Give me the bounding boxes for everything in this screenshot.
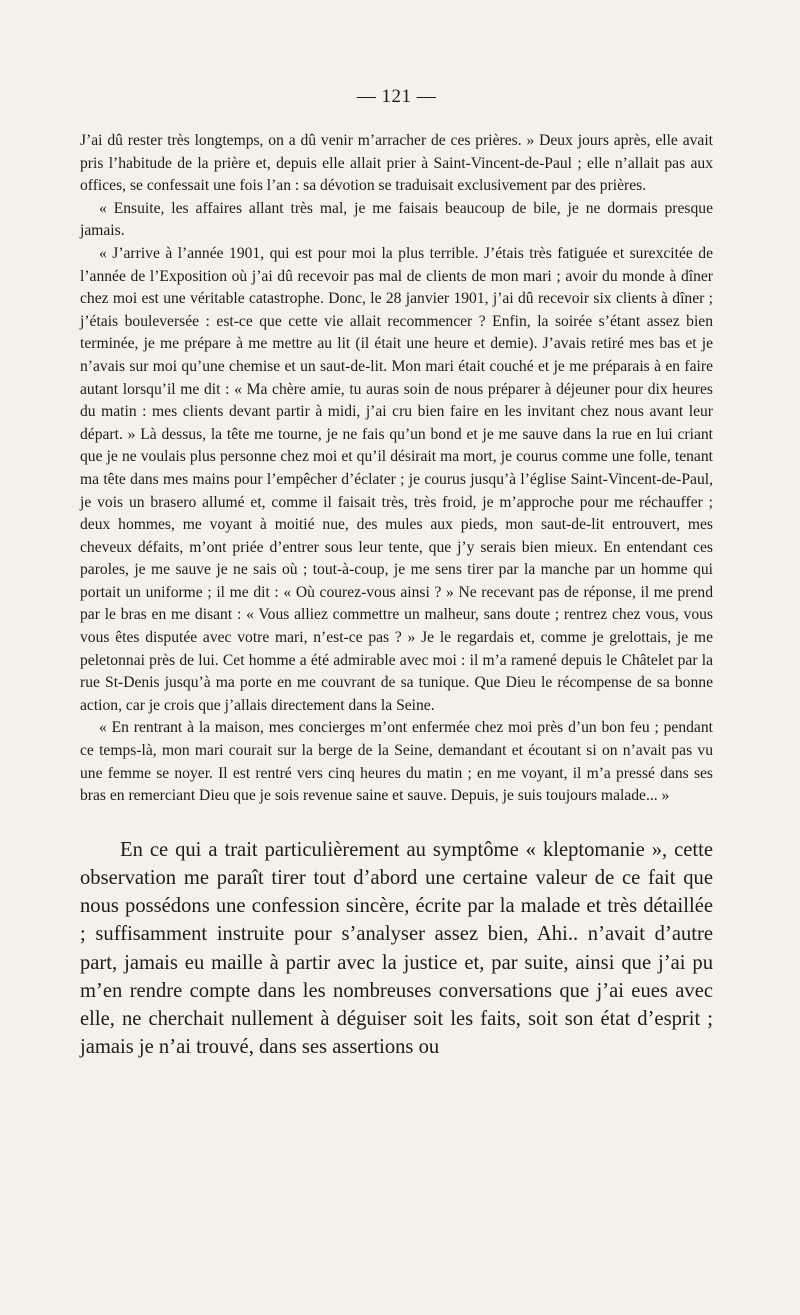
- quote-paragraph: « J’arrive à l’année 1901, qui est pour moi la plus terrible. J’étais très fatiguée et surexcitée de l’année de l’Exposition où j’ai dû recevoir pas mal de clients de mon mari ; avoir du monde à dîner chez moi est une véritable catastrophe. Donc, le 28 janvier 1901, j’ai dû recevoir six clients à dîner ; j’étais bouleversée : est-ce que cette vie allait recommencer ? Enfin, la soirée s’étant assez bien terminée, je me prépare à me mettre au lit (il était une heure et demie). J’avais retiré mes bas et je n’avais sur moi qu’une chemise et un saut-de-lit. Mon mari était couché et je me préparais à en faire autant lorsqu’il me dit : « Ma chère amie, tu auras soin de nous préparer à déjeuner pour dix heures du matin : mes clients devant partir à midi, j’ai cru bien faire en les invitant chez nous avant leur départ. » Là dessus, la tête me tourne, je ne fais qu’un bond et je me sauve dans la rue en lui criant que je ne voulais plus personne chez moi et qu’il désirait ma mort, je courus comme une folle, tenant ma tête dans mes mains pour l’empêcher d’éclater ; je courus jusqu’à l’église Saint-Vincent-de-Paul, je vois un brasero allumé et, comme il faisait très, très froid, je m’approche pour me réchauffer ; deux hommes, me voyant à moitié nue, des mules aux pieds, mon saut-de-lit entrouvert, mes cheveux défaits, m’ont priée d’entrer sous leur tente, que j’y serais bien mieux. En entendant ces paroles, je me sauve je ne sais où ; tout-à-coup, je me sens tirer par la manche par un homme qui portait un uniforme ; il me dit : « Où courez-vous ainsi ? » Ne recevant pas de réponse, il me prend par le bras en me disant : « Vous alliez commettre un malheur, sans doute ; rentrez chez vous, vous vous êtes disputée avec votre mari, n’est-ce pas ? » Je le regardais et, comme je grelottais, je me peletonnai près de lui. Cet homme a été admirable avec moi : il m’a ramené depuis le Châtelet par la rue St-Denis jusqu’à ma porte en me couvrant de sa tunique. Que Dieu le récompense de sa bonne action, car je crois que j’allais directement dans la Seine.: [80, 244, 713, 714]
- author-commentary: [80, 836, 713, 1062]
- quoted-confession: [80, 130, 713, 808]
- quote-paragraph: « En rentrant à la maison, mes concierges m’ont enfermée chez moi près d’un bon feu ; pendant ce temps-là, mon mari courait sur la berge de la Seine, demandant et écoutant si on n’avait pas vu une femme se noyer. Il est rentré vers cinq heures du matin ; en me voyant, il m’a pressé dans ses bras en remerciant Dieu que je sois revenue saine et sauve. Depuis, je suis toujours malade... »: [80, 719, 713, 805]
- quote-paragraph: J’ai dû rester très longtemps, on a dû venir m’arracher de ces prières. » Deux jours après, elle avait pris l’habitude de la prière et, depuis elle allait prier à Saint-Vincent-de-Paul ; elle n’allait pas aux offices, se confessait une fois l’an : sa dévotion se traduisait exclusivement par des prières.: [80, 132, 713, 195]
- commentary-paragraph: En ce qui a trait particulièrement au symptôme « kleptomanie », cette observation me paraît tirer tout d’abord une certaine valeur de ce fait que nous possédons une confession sincère, écrite par la malade et très détaillée ; suffisamment instruite pour s’analyser assez bien, Ahi.. n’avait d’autre part, jamais eu maille à partir avec la justice et, par suite, ainsi que j’ai pu m’en rendre compte dans les nombreuses conversations que j’ai eues avec elle, ne cherchait nullement à déguiser soit les faits, soit son état d’esprit ; jamais je n’ai trouvé, dans ses assertions ou: [80, 838, 713, 1059]
- page-number: — 121 —: [356, 86, 437, 107]
- quote-paragraph: « Ensuite, les affaires allant très mal, je me faisais beaucoup de bile, je ne dormais presque jamais.: [80, 199, 713, 240]
